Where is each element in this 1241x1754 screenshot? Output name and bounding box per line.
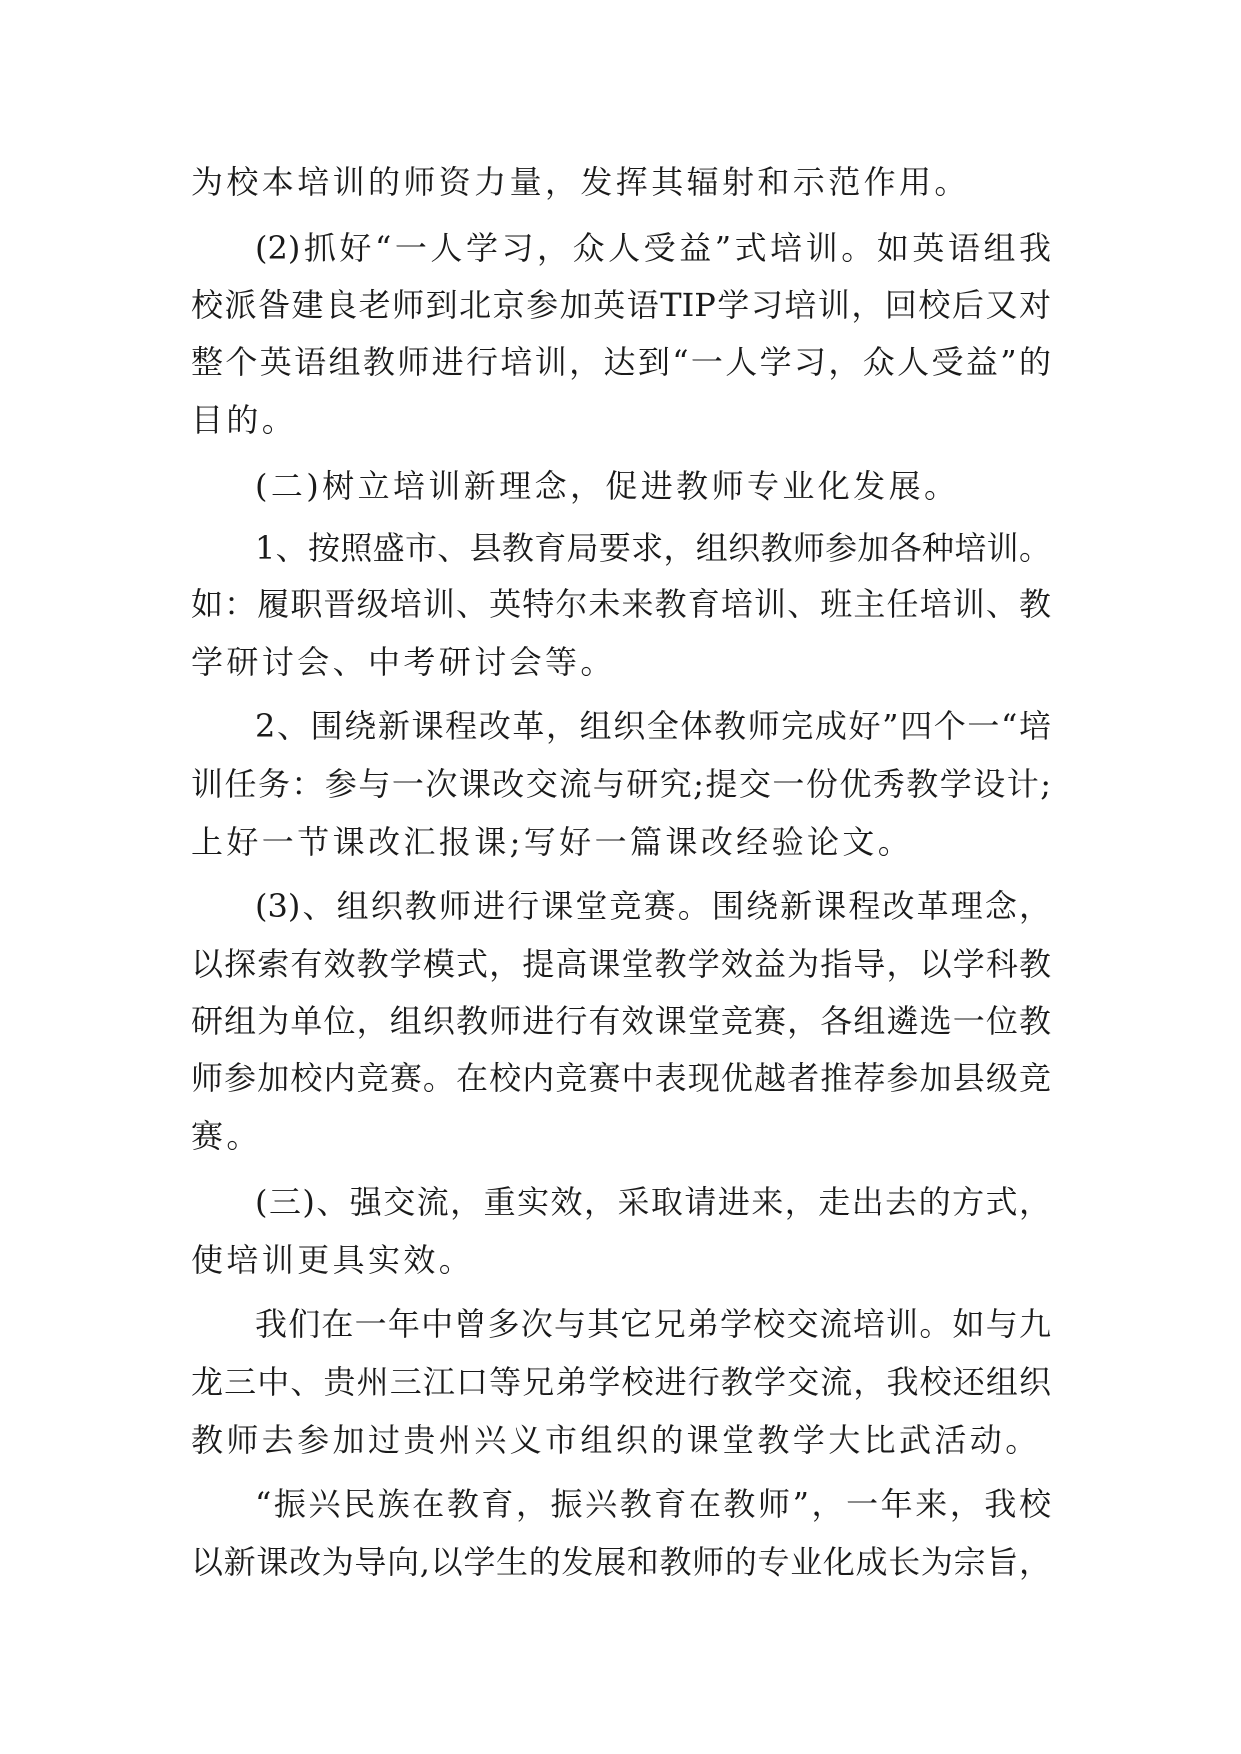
text-line: 1、按照盛市、县教育局要求，组织教师参加各种培训。 — [255, 529, 1051, 567]
text-line: (三)、强交流，重实效，采取请进来，走出去的方式， — [255, 1183, 1051, 1221]
text-line: (3)、组织教师进行课堂竞赛。围绕新课程改革理念， — [255, 887, 1051, 925]
text-line: 校派昝建良老师到北京参加英语TIP学习培训，回校后又对 — [191, 286, 1051, 324]
text-line: 2、围绕新课程改革，组织全体教师完成好”四个一“培 — [255, 707, 1051, 745]
text-line: 以新课改为导向,以学生的发展和教师的专业化成长为宗旨， — [191, 1543, 1051, 1581]
text-line: 如：履职晋级培训、英特尔未来教育培训、班主任培训、教 — [191, 585, 1051, 623]
text-line: 以探索有效教学模式，提高课堂教学效益为指导，以学科教 — [191, 945, 1051, 983]
text-line: 整个英语组教师进行培训，达到“一人学习，众人受益”的 — [191, 343, 1051, 381]
text-line: (二)树立培训新理念，促进教师专业化发展。 — [255, 467, 960, 505]
text-line: 训任务：参与一次课改交流与研究;提交一份优秀教学设计; — [191, 765, 1051, 803]
text-line: 使培训更具实效。 — [191, 1241, 475, 1279]
text-line: 龙三中、贵州三江口等兄弟学校进行教学交流，我校还组织 — [191, 1363, 1051, 1401]
text-line: 上好一节课改汇报课;写好一篇课改经验论文。 — [191, 823, 914, 861]
text-line: 赛。 — [191, 1117, 262, 1155]
text-line: 我们在一年中曾多次与其它兄弟学校交流培训。如与九 — [255, 1305, 1051, 1343]
text-line: 学研讨会、中考研讨会等。 — [191, 643, 616, 681]
text-line: 教师去参加过贵州兴义市组织的课堂教学大比武活动。 — [191, 1421, 1041, 1459]
text-line: 为校本培训的师资力量，发挥其辐射和示范作用。 — [191, 163, 970, 201]
text-line: “振兴民族在教育，振兴教育在教师”，一年来，我校 — [255, 1485, 1051, 1523]
text-line: 目的。 — [191, 401, 298, 439]
text-line: (2)抓好“一人学习，众人受益”式培训。如英语组我 — [255, 229, 1051, 267]
text-line: 师参加校内竞赛。在校内竞赛中表现优越者推荐参加县级竞 — [191, 1059, 1051, 1097]
text-line: 研组为单位，组织教师进行有效课堂竞赛，各组遴选一位教 — [191, 1002, 1051, 1040]
